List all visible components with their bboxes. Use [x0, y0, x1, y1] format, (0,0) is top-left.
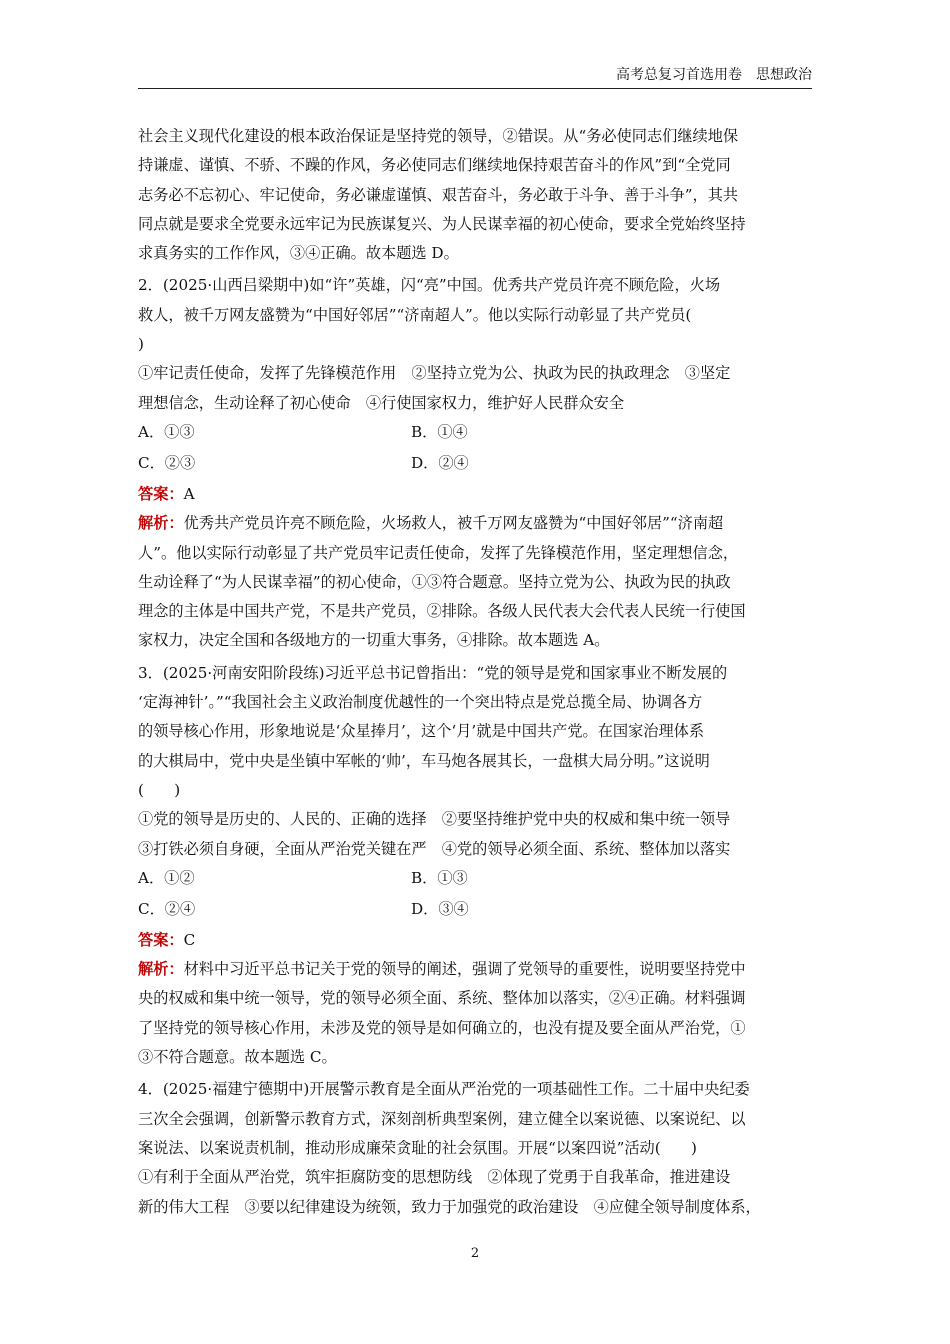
- question-2: [138, 271, 814, 655]
- option-a: A．①③: [138, 422, 195, 441]
- option-b: B．①③: [411, 868, 468, 887]
- question-stem-line: 3．(2025·河南安阳阶段练)习近平总书记曾指出：“党的领导是党和国家事业不断发展的: [138, 663, 728, 682]
- statement-line: ①党的领导是历史的、人民的、正确的选择 ②要坚持维护党中央的权威和集中统一领导: [138, 810, 731, 829]
- question-stem-line: ‘定海神针’。”“我国社会主义政治制度优越性的一个突出特点是党总揽全局、协调各方: [138, 693, 703, 712]
- option-c: C．②③: [138, 453, 196, 472]
- question-stem-line: 三次全会强调，创新警示教育方式，深刻剖析典型案例，建立健全以案说德、以案说纪、以: [138, 1109, 746, 1128]
- analysis-line: [138, 955, 814, 984]
- intro-paragraph: [138, 122, 814, 268]
- text-line: 志务必不忘初心、牢记使命，务必谦虚谨慎、艰苦奋斗，务必敢于斗争、善于斗争”，其共: [138, 185, 739, 204]
- options-row: [138, 895, 814, 926]
- options-row: [138, 418, 814, 449]
- answer-label: 答案：: [138, 484, 184, 503]
- question-stem-line: 4．(2025·福建宁德期中)开展警示教育是全面从严治党的一项基础性工作。二十届中央纪委: [138, 1080, 750, 1099]
- text-line: 持谦虚、谨慎、不骄、不躁的作风，务必使同志们继续地保持艰苦奋斗的作风”到“全党同: [138, 156, 731, 175]
- analysis-line: 理念的主体是中国共产党，不是共产党员，②排除。各级人民代表大会代表人民统一行使国: [138, 602, 746, 621]
- question-stem-line: ): [138, 335, 144, 354]
- text-line: 求真务实的工作作风，③④正确。故本题选 D。: [138, 244, 459, 263]
- answer-line: [138, 480, 814, 509]
- statement-line: ①牢记责任使命，发挥了先锋模范作用 ②坚持立党为公、执政为民的执政理念 ③坚定: [138, 364, 731, 383]
- options-row: [138, 449, 814, 480]
- question-4: [138, 1075, 814, 1221]
- option-b: B．①④: [411, 422, 468, 441]
- analysis-line: ③不符合题意。故本题选 C。: [138, 1048, 337, 1067]
- option-d: D．③④: [411, 899, 469, 918]
- question-3: [138, 659, 814, 1073]
- analysis-line: 生动诠释了“为人民谋幸福”的初心使命，①③符合题意。坚持立党为公、执政为民的执政: [138, 572, 731, 591]
- option-a: A．①②: [138, 868, 195, 887]
- question-stem-line: 2．(2025·山西吕梁期中)如“许”英雄，闪“亮”中国。优秀共产党员许亮不顾危险，火场: [138, 276, 721, 295]
- text-line: 社会主义现代化建设的根本政治保证是坚持党的领导，②错误。从“务必使同志们继续地保: [138, 127, 739, 145]
- options-row: [138, 864, 814, 895]
- analysis-label: 解析：: [138, 514, 184, 533]
- answer-line: [138, 926, 814, 955]
- header-title: 高考总复习首选用卷 思想政治: [616, 67, 812, 83]
- text-line: 同点就是要求全党要永远牢记为民族谋复兴、为人民谋幸福的初心使命，要求全党始终坚持: [138, 214, 746, 233]
- analysis-line: 人”。他以实际行动彰显了共产党员牢记责任使命，发挥了先锋模范作用，坚定理想信念，: [138, 543, 739, 562]
- statement-line: 理想信念，生动诠释了初心使命 ④行使国家权力，维护好人民群众安全: [138, 393, 624, 412]
- statement-line: 新的伟大工程 ③要以纪律建设为统领，致力于加强党的政治建设 ④应健全领导制度体系，: [138, 1197, 761, 1216]
- analysis-label: 解析：: [138, 960, 184, 979]
- analysis-text: 优秀共产党员许亮不顾危险，火场救人，被千万网友盛赞为“中国好邻居”“济南超: [183, 514, 724, 533]
- statement-line: ①有利于全面从严治党，筑牢拒腐防变的思想防线 ②体现了党勇于自我革命，推进建设: [138, 1168, 731, 1187]
- option-c: C．②④: [138, 899, 196, 918]
- analysis-text: 材料中习近平总书记关于党的领导的阐述，强调了党领导的重要性，说明要坚持党中: [183, 960, 746, 979]
- page-header: [138, 66, 812, 89]
- question-stem-line: 的领导核心作用，形象地说是‘众星捧月’，这个‘月’就是中国共产党。在国家治理体系: [138, 722, 705, 741]
- analysis-line: [138, 509, 814, 538]
- analysis-line: 家权力，决定全国和各级地方的一切重大事务，④排除。故本题选 A。: [138, 631, 610, 650]
- question-stem-line: 救人，被千万网友盛赞为“中国好邻居”“济南超人”。他以实际行动彰显了共产党员(: [138, 305, 692, 324]
- question-stem-line: ( ): [138, 780, 181, 799]
- analysis-line: 了坚持党的领导核心作用，未涉及党的领导是如何确立的，也没有提及要全面从严治党，①: [138, 1018, 746, 1037]
- page-number: 2: [470, 1246, 480, 1261]
- answer-value: C: [183, 930, 196, 949]
- answer-value: A: [183, 484, 195, 503]
- option-d: D．②④: [411, 453, 469, 472]
- answer-label: 答案：: [138, 930, 184, 949]
- statement-line: ③打铁必须自身硬，全面从严治党关键在严 ④党的领导必须全面、系统、整体加以落实: [138, 839, 731, 858]
- analysis-line: 央的权威和集中统一领导，党的领导必须全面、系统、整体加以落实，②④正确。材料强调: [138, 989, 746, 1008]
- question-stem-line: 的大棋局中，党中央是坐镇中军帐的‘帅’，车马炮各展其长，一盘棋大局分明。”这说明: [138, 751, 710, 770]
- page-content: [138, 122, 814, 1222]
- question-stem-line: 案说法、以案说责机制，推动形成廉荣贪耻的社会氛围。开展“以案四说”活动( ): [138, 1138, 697, 1157]
